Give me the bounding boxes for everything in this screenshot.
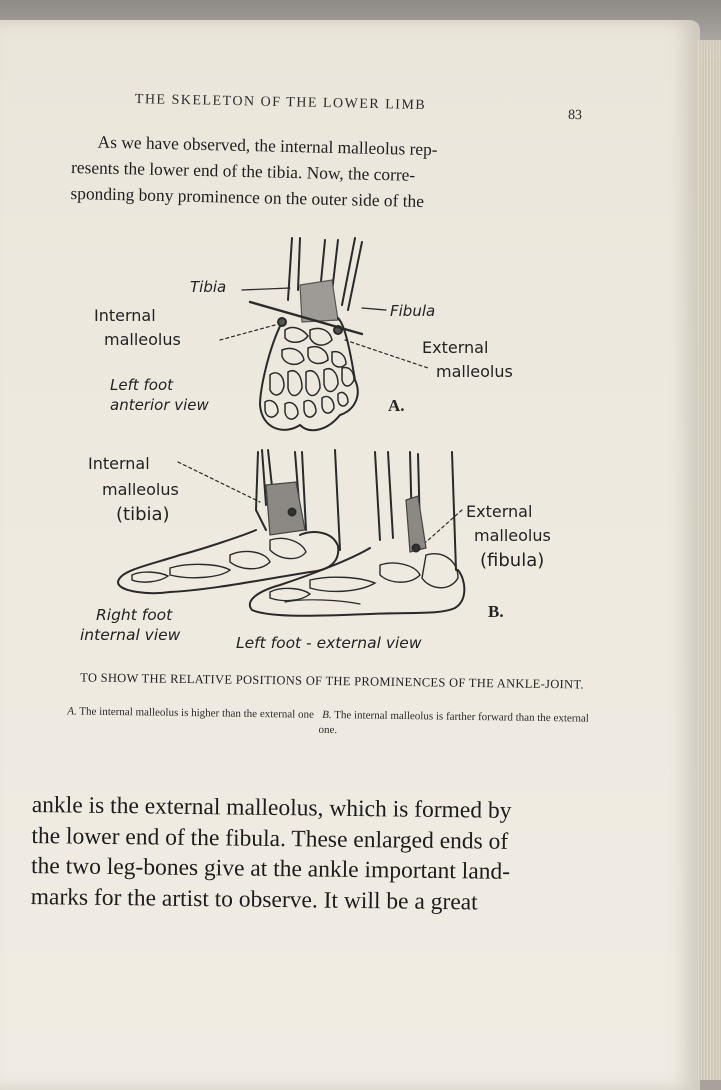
paragraph-line: resents the lower end of the tibia. Now, the corre- — [70, 156, 416, 185]
label-b-right-1: Right foot — [96, 606, 173, 624]
label-b-internal-3: (tibia) — [116, 504, 170, 525]
figure-caption-title: TO SHOW THE RELATIVE POSITIONS OF THE PROMINENCES OF THE ANKLE-JOINT. — [80, 670, 584, 692]
caption-note-b-text: The internal malleolus is farther forward than the external one. — [318, 709, 589, 737]
label-b-external-1: External — [466, 502, 533, 521]
label-b-external-2: malleolus — [474, 526, 551, 545]
paragraph-line: As we have observed, the internal malleolus rep- — [97, 131, 438, 160]
running-head: THE SKELETON OF THE LOWER LIMB — [134, 92, 427, 114]
label-a-view-2: anterior view — [110, 396, 209, 414]
paragraph-line: sponding bony prominence on the outer side of the — [70, 182, 425, 212]
label-b-internal-2: malleolus — [102, 480, 179, 499]
label-a-view-1: Left foot — [110, 376, 174, 394]
label-a-external-1: External — [422, 338, 489, 357]
label-b-external-3: (fibula) — [480, 550, 545, 571]
label-a-external-2: malleolus — [436, 362, 513, 381]
top-paragraph — [70, 128, 594, 218]
caption-note-b-letter: B. — [322, 708, 332, 722]
ankle-figure — [70, 230, 630, 670]
page-number: 83 — [567, 107, 583, 124]
label-fibula: Fibula — [390, 302, 436, 320]
label-b-letter: B. — [488, 602, 504, 621]
caption-note-a-text: The internal malleolus is higher than the external one — [76, 705, 314, 721]
label-tibia: Tibia — [190, 278, 227, 296]
label-a-internal-2: malleolus — [104, 330, 181, 349]
label-b-left-view: Left foot - external view — [236, 634, 422, 652]
paragraph-line: the lower end of the fibula. These enlarged ends of — [31, 822, 509, 855]
label-a-internal-1: Internal — [94, 306, 156, 325]
paragraph-line: ankle is the external malleolus, which is formed by — [31, 791, 512, 824]
label-a-letter: A. — [388, 396, 405, 415]
label-b-right-2: internal view — [80, 626, 181, 644]
paragraph-line: the two leg-bones give at the ankle important land- — [30, 852, 511, 885]
caption-note-a-letter: A. — [67, 705, 77, 718]
label-b-internal-1: Internal — [88, 454, 150, 473]
ankle-bones-illustration — [70, 230, 630, 670]
page-edges — [697, 40, 721, 1080]
paragraph-line: marks for the artist to observe. It will be a great — [30, 883, 478, 915]
bottom-paragraph — [31, 790, 622, 919]
